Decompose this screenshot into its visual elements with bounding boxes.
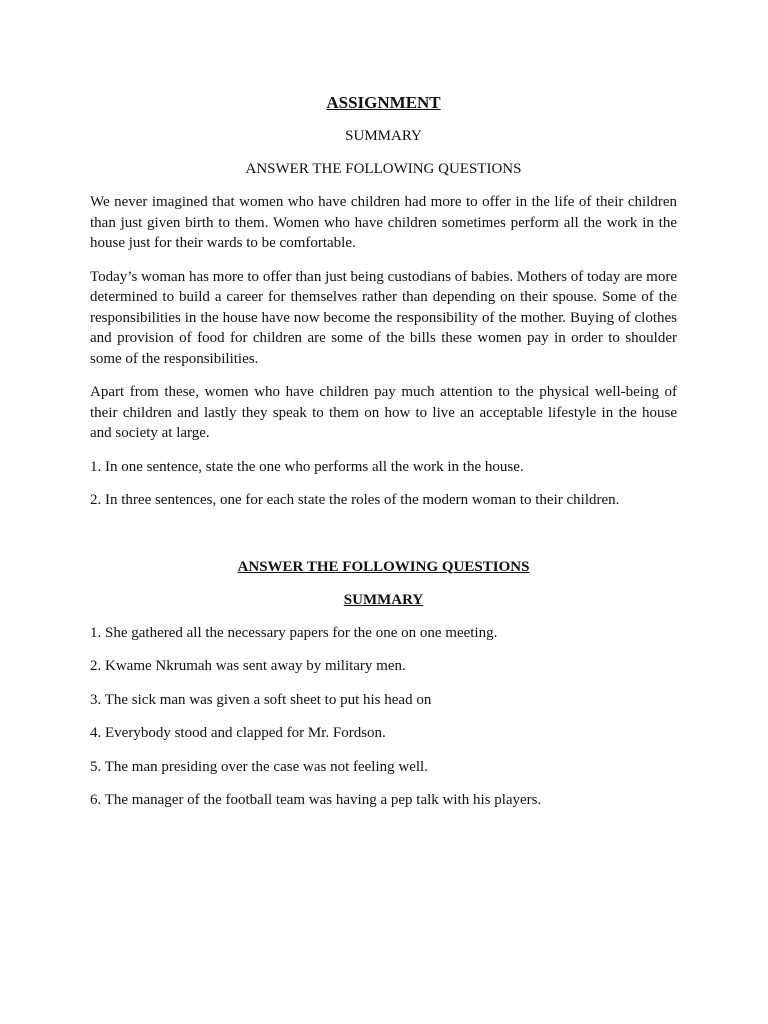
sentence-item: 4. Everybody stood and clapped for Mr. Fordson. xyxy=(90,725,386,741)
section-spacer xyxy=(90,524,677,557)
document-title: ASSIGNMENT xyxy=(326,93,441,112)
question-item: 2. In three sentences, one for each state the roles of the modern woman to their children. xyxy=(90,492,620,508)
sentence-item: 2. Kwame Nkrumah was sent away by military men. xyxy=(90,658,406,674)
paragraph: Apart from these, women who have children pay much attention to the physical well-being of their children and lastly they speak to them on how to live an acceptable lifestyle in the house and society at large. xyxy=(90,384,677,441)
document-page xyxy=(90,92,677,824)
question-item: 1. In one sentence, state the one who performs all the work in the house. xyxy=(90,458,524,475)
section2-subheading: SUMMARY xyxy=(343,591,424,608)
sentence-item: 6. The manager of the football team was having a pep talk with his players. xyxy=(90,792,542,808)
document-subtitle: SUMMARY xyxy=(345,128,422,144)
document-instruction: ANSWER THE FOLLOWING QUESTIONS xyxy=(245,161,522,177)
sentence-item: 3. The sick man was given a soft sheet to put his head on xyxy=(90,691,432,708)
sentence-item: 1. She gathered all the necessary papers for the one on one meeting. xyxy=(90,624,498,641)
section2-heading: ANSWER THE FOLLOWING QUESTIONS xyxy=(237,558,530,575)
paragraph: Today’s woman has more to offer than just being custodians of babies. Mothers of today are more determined to build a career for themselves rather than depending on their spouse. Some of the responsibilities in the house have now become the responsibility of the mother. Buying of clothes and provision of food for children are some of the bills these women pay in order to shoulder some of the responsibilities. xyxy=(90,268,677,367)
paragraph: We never imagined that women who have children had more to offer in the life of their children than just given birth to them. Women who have children sometimes perform all the work in the house just for their wards to be comfortable. xyxy=(90,194,677,251)
sentence-item: 5. The man presiding over the case was not feeling well. xyxy=(90,758,428,775)
